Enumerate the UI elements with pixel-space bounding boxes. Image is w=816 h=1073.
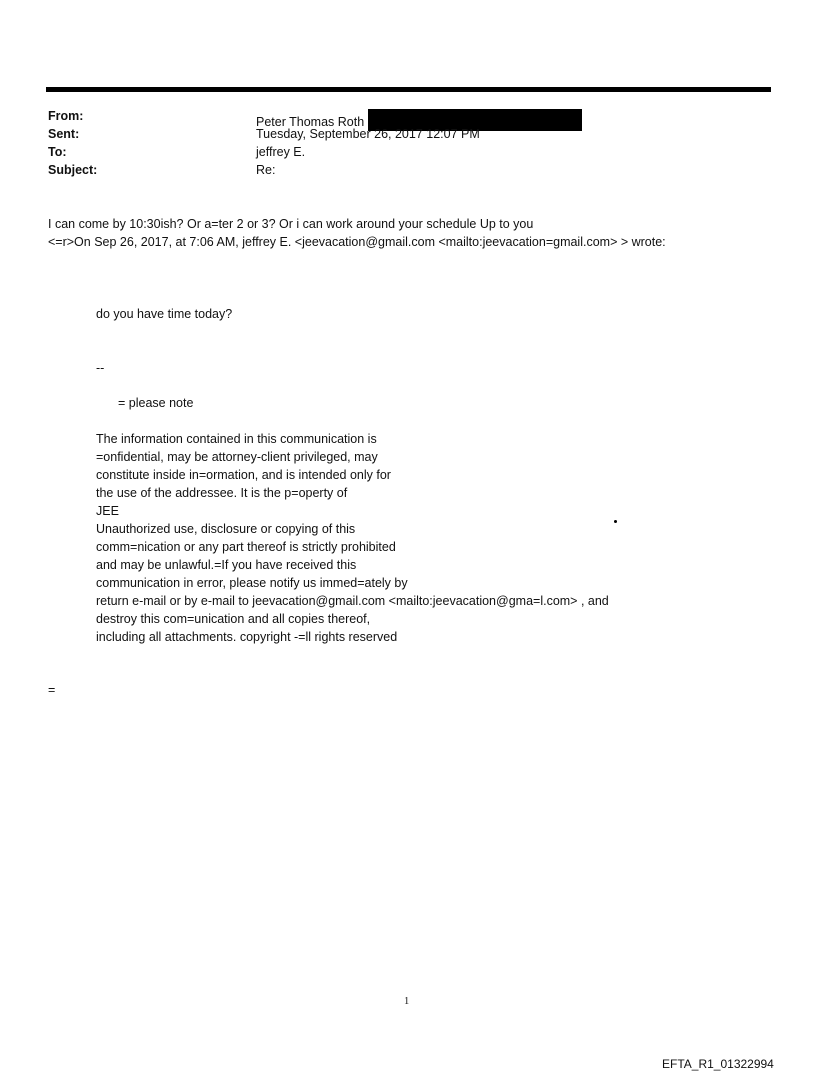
disclaimer-line: and may be unlawful.=If you have received this [96, 558, 357, 572]
from-label: From: [48, 109, 84, 123]
disclaimer-line: JEE [96, 504, 119, 518]
disclaimer-line: destroy this com=unication and all copies thereof, [96, 612, 371, 626]
subject-label: Subject: [48, 163, 98, 177]
disclaimer-line: The information contained in this communication is [96, 432, 377, 446]
disclaimer-line: return e-mail or by e-mail to jeevacation@gmail.com <mailto:jeevacation@gma=l.com> , and [96, 594, 609, 608]
sent-label: Sent: [48, 127, 80, 141]
quoted-question: do you have time today? [96, 307, 233, 321]
disclaimer-line: =onfidential, may be attorney-client privileged, may [96, 450, 378, 464]
to-value: jeffrey E. [256, 145, 306, 159]
reply-line-1: I can come by 10:30ish? Or a=ter 2 or 3? Or i can work around your schedule Up to you [48, 217, 534, 231]
please-note: = please note [118, 396, 194, 410]
disclaimer-line: comm=nication or any part thereof is strictly prohibited [96, 540, 396, 554]
disclaimer-line: communication in error, please notify us immed=ately by [96, 576, 408, 590]
from-name: Peter Thomas Roth [256, 115, 365, 129]
signature-separator: -- [96, 361, 105, 375]
disclaimer-line: Unauthorized use, disclosure or copying of this [96, 522, 356, 536]
reply-line-2: <=r>On Sep 26, 2017, at 7:06 AM, jeffrey E. <jeevacation@gmail.com <mailto:jeevacation=gmail.com> > wrote: [48, 235, 666, 249]
to-label: To: [48, 145, 67, 159]
header-rule [46, 87, 771, 92]
page-number: 1 [404, 996, 410, 1007]
trailing-equals: = [48, 683, 56, 697]
disclaimer-line: including all attachments. copyright -=ll rights reserved [96, 630, 398, 644]
disclaimer-line: the use of the addressee. It is the p=operty of [96, 486, 348, 500]
sent-value: Tuesday, September 26, 2017 12:07 PM [256, 127, 480, 141]
stray-mark [614, 520, 617, 523]
disclaimer-line: constitute inside in=ormation, and is intended only for [96, 468, 391, 482]
document-id: EFTA_R1_01322994 [662, 1057, 774, 1071]
subject-value: Re: [256, 163, 276, 177]
